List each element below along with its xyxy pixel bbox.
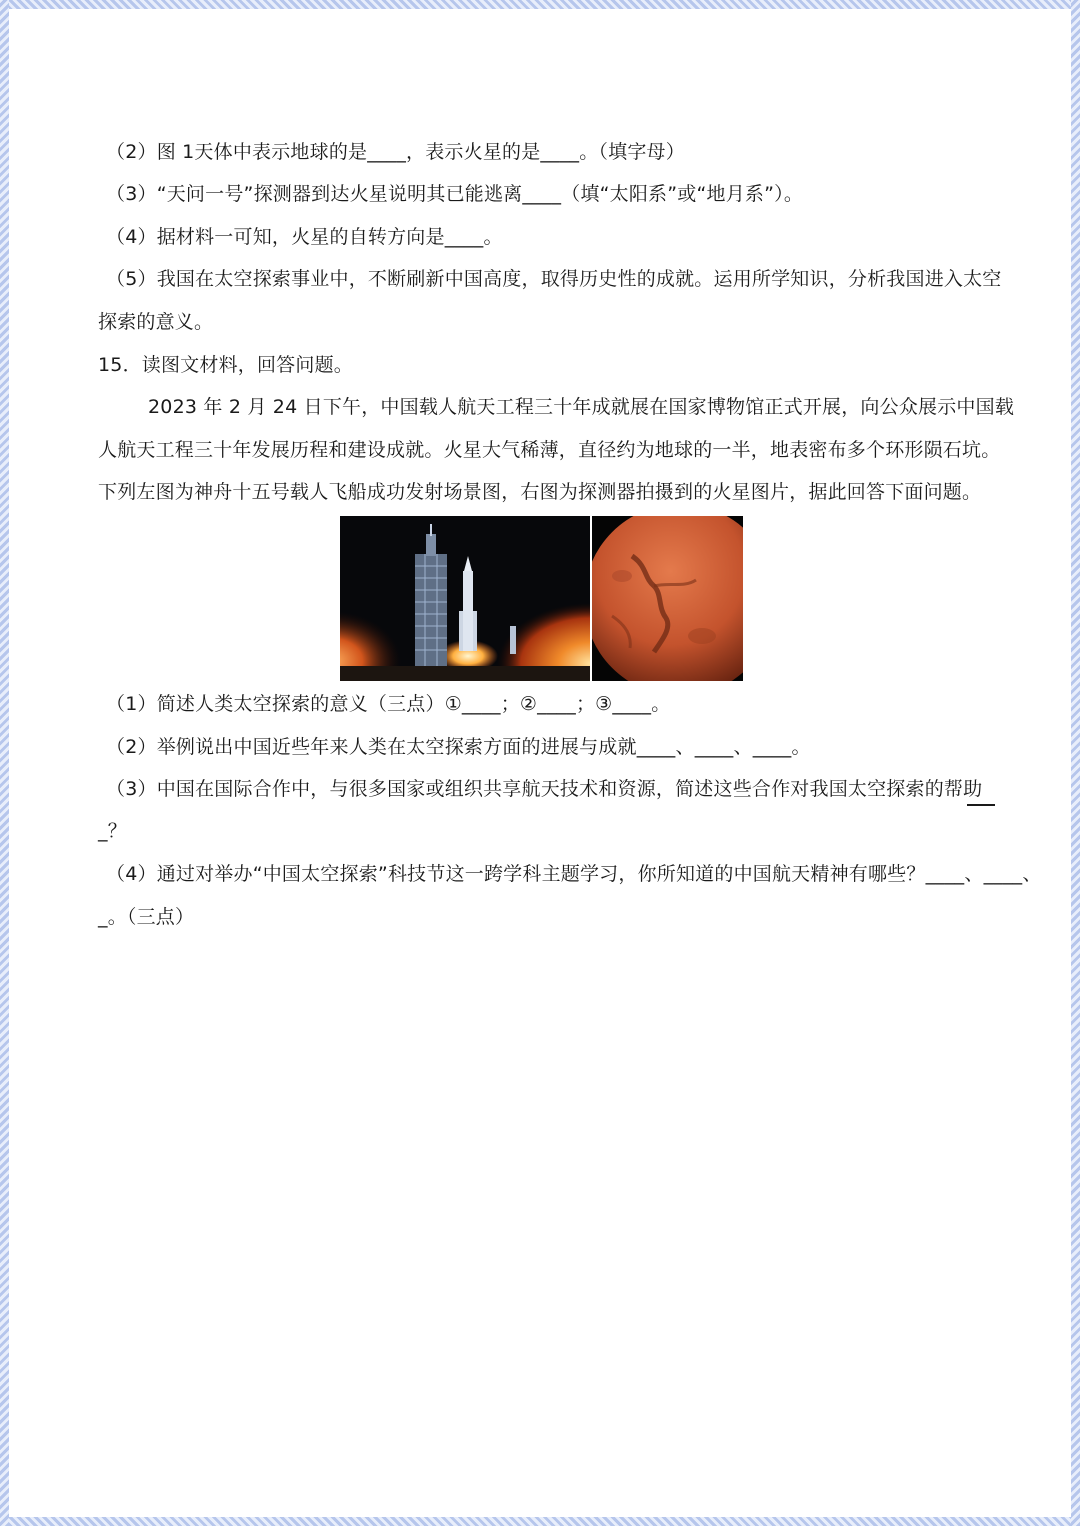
- material-paragraph-line-2: 人航天工程三十年发展历程和建设成就。火星大气稀薄，直径约为地球的一半，地表密布多个环形陨石坑。: [98, 439, 1001, 461]
- question-15-1-significance: （1）简述人类太空探索的意义（三点）①____；②____；③____。: [106, 693, 671, 715]
- rocket-launch-photo: [340, 516, 590, 681]
- question-3-escape: （3）“天问一号”探测器到达火星说明其已能逃离____（填“太阳系”或“地月系”）。: [106, 183, 804, 205]
- question-15-4-continuation: _。（三点）: [98, 906, 195, 928]
- page-border-left: [0, 0, 9, 1526]
- question-4-rotation: （4）据材料一可知，火星的自转方向是____。: [106, 226, 503, 248]
- question-5-continuation: 探索的意义。: [98, 311, 214, 333]
- question-15-title: 15．读图文材料，回答问题。: [98, 354, 353, 376]
- material-paragraph-line-3: 下列左图为神舟十五号载人飞船成功发射场景图，右图为探测器拍摄到的火星图片，据此回答下面问题。: [98, 481, 982, 503]
- answer-blank-line: [967, 804, 995, 806]
- question-15-3-cooperation: （3）中国在国际合作中，与很多国家或组织共享航天技术和资源，简述这些合作对我国太空探索的帮助: [106, 778, 983, 800]
- question-15-2-achievements: （2）举例说出中国近些年来人类在太空探索方面的进展与成就____、____、____。: [106, 736, 811, 758]
- mars-photo: [592, 516, 743, 681]
- question-5-significance: （5）我国在太空探索事业中，不断刷新中国高度，取得历史性的成就。运用所学知识，分析我国进入太空: [106, 268, 1002, 290]
- question-15-3-continuation: _？: [98, 820, 127, 842]
- question-2-map-letters: （2）图 1天体中表示地球的是____，表示火星的是____。（填字母）: [106, 141, 685, 163]
- page-border-right: [1071, 0, 1080, 1526]
- material-paragraph-line-1: 2023 年 2 月 24 日下午，中国载人航天工程三十年成就展在国家博物馆正式开展，向公众展示中国载: [148, 396, 1015, 418]
- page-border-bottom: [0, 1517, 1080, 1526]
- page-border-top: [0, 0, 1080, 9]
- question-15-4-spirit: （4）通过对举办“中国太空探索”科技节这一跨学科主题学习，你所知道的中国航天精神有哪些？____、____、: [106, 863, 1042, 885]
